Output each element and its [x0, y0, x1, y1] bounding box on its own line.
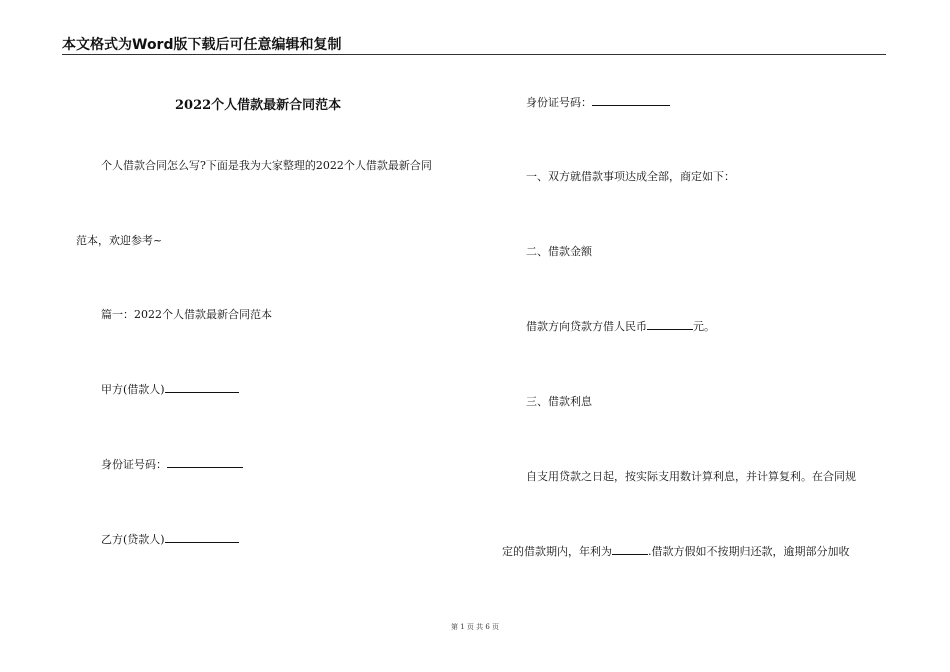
clause-2-text-a: 借款方向贷款方借人民币 — [526, 320, 647, 333]
party-b-label: 乙方(贷款人) — [101, 533, 165, 546]
clause-2-title: 二、借款金额 — [526, 245, 592, 258]
id-b-label: 身份证号码： — [526, 96, 592, 109]
page-header — [62, 32, 886, 55]
party-a-label: 甲方(借款人) — [101, 383, 165, 396]
clause-3-title: 三、借款利息 — [526, 395, 592, 408]
party-a-line — [101, 381, 239, 397]
party-b-line — [101, 531, 239, 547]
id-b-line — [526, 94, 670, 110]
id-b-blank — [592, 94, 670, 106]
page-footer: 第 1 页 共 6 页 — [450, 623, 500, 631]
clause-2-text — [526, 318, 715, 334]
clause-intro: 一、双方就借款事项达成全部，商定如下： — [526, 170, 735, 183]
clause-3-text-2-a: 定的借款期内，年利为 — [502, 545, 612, 558]
section-heading: 篇一：2022个人借款最新合同范本 — [101, 308, 272, 321]
party-a-blank — [165, 381, 239, 393]
clause-2-text-b: 元。 — [693, 320, 715, 333]
id-a-blank — [167, 456, 243, 468]
id-a-label: 身份证号码： — [101, 458, 167, 471]
intro-line-1: 个人借款合同怎么写?下面是我为大家整理的2022个人借款最新合同 — [101, 159, 432, 172]
clause-3-text-2 — [502, 543, 850, 559]
document-title: 2022个人借款最新合同范本 — [175, 98, 342, 113]
rate-blank — [612, 543, 648, 555]
amount-blank — [647, 318, 693, 330]
clause-3-text-2-b: .借款方假如不按期归还款，逾期部分加收 — [648, 545, 850, 558]
intro-line-2: 范本，欢迎参考~ — [76, 234, 163, 247]
header-title: 本文格式为Word版下载后可任意编辑和复制 — [62, 37, 342, 53]
clause-3-text-1: 自支用贷款之日起，按实际支用数计算利息，并计算复利。在合同规 — [526, 470, 856, 483]
id-a-line — [101, 456, 243, 472]
party-b-blank — [165, 531, 239, 543]
